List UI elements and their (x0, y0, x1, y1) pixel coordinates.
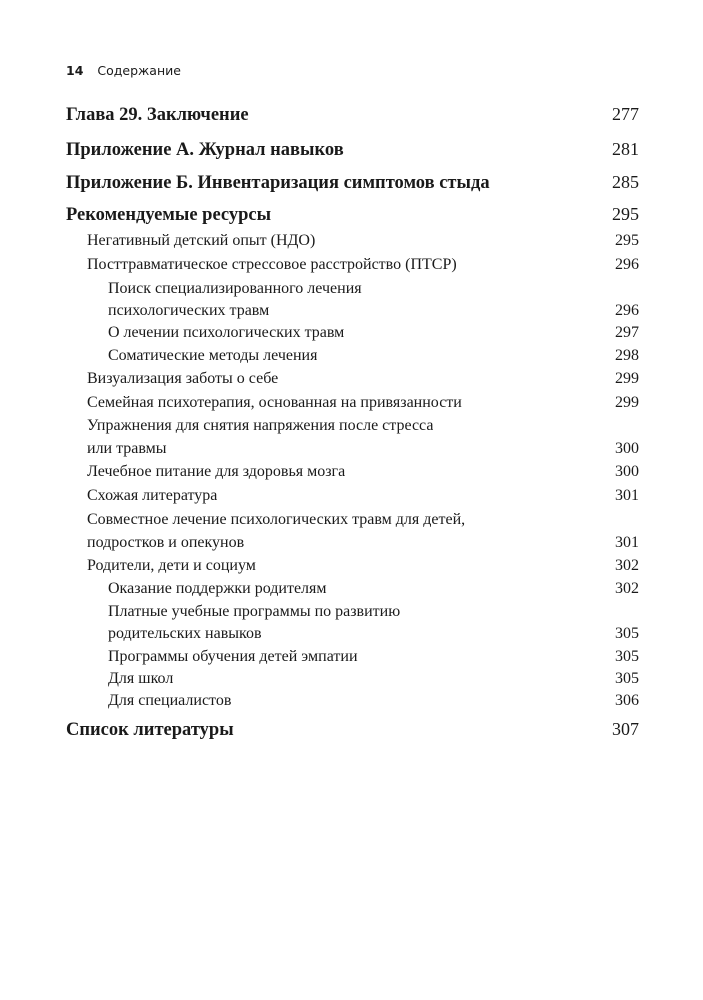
running-title: Содержание (97, 63, 181, 78)
toc-entry-page: 299 (615, 370, 639, 387)
toc-entry-page: 302 (615, 580, 639, 597)
toc-entry-title: родительских навыков (108, 625, 262, 642)
toc-entry[interactable] (66, 139, 639, 161)
toc-entry[interactable] (66, 487, 639, 505)
toc-entry-title: Посттравматическое стрессовое расстройство (ПТСР) (87, 256, 457, 273)
toc-entry-title: Приложение А. Журнал навыков (66, 140, 344, 160)
toc-entry-title: Оказание поддержки родителям (108, 580, 327, 597)
toc-entry-title: Для школ (108, 670, 174, 687)
toc-entry[interactable] (66, 625, 639, 643)
toc-entry[interactable] (66, 534, 639, 552)
toc-entry-page: 295 (612, 204, 639, 224)
toc-entry-page: 300 (615, 463, 639, 480)
toc-entry-title: Рекомендуемые ресурсы (66, 205, 272, 225)
toc-entry-page: 307 (612, 719, 639, 739)
toc-entry-page: 297 (615, 324, 639, 341)
toc-entry[interactable] (66, 670, 639, 688)
toc-entry-page: 298 (615, 347, 639, 364)
toc-entry-title: Семейная психотерапия, основанная на привязанности (87, 394, 462, 411)
toc-entry[interactable] (66, 580, 639, 598)
toc-entry-title: подростков и опекунов (87, 534, 245, 551)
toc-entry-title: Схожая литература (87, 487, 218, 504)
toc-entry-title: Список литературы (66, 720, 234, 740)
toc-entry[interactable] (66, 172, 639, 194)
toc-entry[interactable] (66, 417, 639, 435)
toc-entry-title: Лечебное питание для здоровья мозга (87, 463, 346, 480)
toc-entry-page: 295 (615, 232, 639, 249)
toc-entry-page: 305 (615, 648, 639, 665)
toc-entry-title: психологических травм (108, 302, 270, 319)
toc-entry-title: О лечении психологических травм (108, 324, 345, 341)
toc-entry-title: Негативный детский опыт (НДО) (87, 232, 316, 249)
toc-entry-page: 305 (615, 670, 639, 687)
toc-entry-page: 302 (615, 557, 639, 574)
toc-entry-page: 296 (615, 302, 639, 319)
toc-entry-title: Глава 29. Заключение (66, 105, 249, 125)
toc-entry-title: или травмы (87, 440, 167, 457)
toc-entry[interactable] (66, 557, 639, 575)
toc-entry-page: 299 (615, 394, 639, 411)
toc-entry[interactable] (66, 280, 639, 298)
toc-entry[interactable] (66, 347, 639, 365)
page-number: 14 (66, 63, 84, 78)
toc-entry[interactable] (66, 511, 639, 529)
toc-entry-page: 301 (615, 534, 639, 551)
toc-entry[interactable] (66, 324, 639, 342)
toc-entry-page: 306 (615, 692, 639, 709)
toc-entry[interactable] (66, 692, 639, 710)
toc-entry-page: 277 (612, 104, 639, 124)
running-header (66, 63, 181, 78)
toc-entry-title: Совместное лечение психологических травм для детей, (87, 511, 466, 528)
toc-entry-title: Упражнения для снятия напряжения после стресса (87, 417, 434, 434)
toc-entry[interactable] (66, 302, 639, 320)
toc-entry[interactable] (66, 204, 639, 226)
toc-entry[interactable] (66, 603, 639, 621)
toc-entry[interactable] (66, 440, 639, 458)
toc-entry-page: 305 (615, 625, 639, 642)
toc-entry-page: 296 (615, 256, 639, 273)
toc-entry[interactable] (66, 463, 639, 481)
toc-entry-page: 301 (615, 487, 639, 504)
toc-entry-title: Соматические методы лечения (108, 347, 318, 364)
toc-entry-title: Визуализация заботы о себе (87, 370, 279, 387)
toc-entry-title: Поиск специализированного лечения (108, 280, 362, 297)
toc-entry-page: 300 (615, 440, 639, 457)
toc-entry[interactable] (66, 232, 639, 250)
toc-entry[interactable] (66, 719, 639, 741)
toc-entry[interactable] (66, 394, 639, 412)
toc-entry-title: Приложение Б. Инвентаризация симптомов стыда (66, 173, 490, 193)
toc-entry-title: Для специалистов (108, 692, 232, 709)
toc-entry-page: 285 (612, 172, 639, 192)
toc-entry-title: Платные учебные программы по развитию (108, 603, 401, 620)
toc-entry[interactable] (66, 370, 639, 388)
toc-entry-title: Программы обучения детей эмпатии (108, 648, 358, 665)
toc-entry[interactable] (66, 648, 639, 666)
toc-entry-title: Родители, дети и социум (87, 557, 256, 574)
toc-entry[interactable] (66, 104, 639, 126)
toc-entry[interactable] (66, 256, 639, 274)
toc-entry-page: 281 (612, 139, 639, 159)
